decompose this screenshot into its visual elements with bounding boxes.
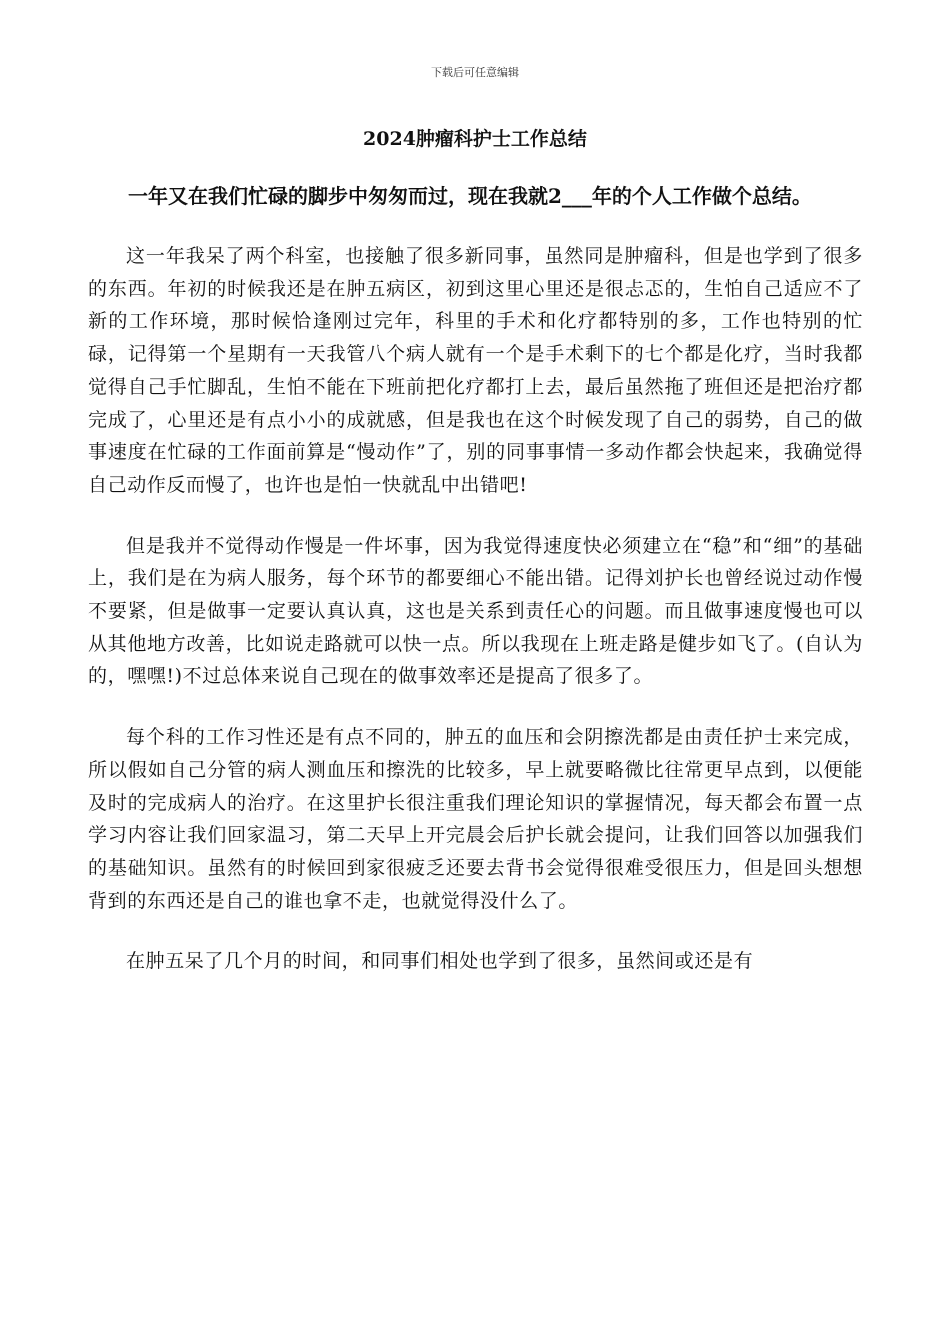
body-paragraph-3: 每个科的工作习性还是有点不同的，肿五的血压和会阴擦洗都是由责任护士来完成，所以假如自己分管的病人测血压和擦洗的比较多，早上就要略微比往常更早点到，以便能及时的完成病人的治疗。在这里护长很注重我们理论知识的掌握情况，每天都会布置一点学习内容让我们回家温习，第二天早上开完晨会后护长就会提问，让我们回答以加强我们的基础知识。虽然有的时候回到家很疲乏还要去背书会觉得很难受很压力，但是回头想想背到的东西还是自己的谁也拿不走，也就觉得没什么了。 <box>88 726 863 912</box>
document-body <box>88 180 863 1006</box>
header-note: 下载后可任意编辑 <box>431 66 519 79</box>
document-title: 2024肿瘤科护士工作总结 <box>363 128 587 150</box>
intro-paragraph: 一年又在我们忙碌的脚步中匆匆而过，现在我就2___年的个人工作做个总结。 <box>128 184 812 208</box>
body-paragraph-4: 在肿五呆了几个月的时间，和同事们相处也学到了很多，虽然间或还是有 <box>126 950 754 973</box>
body-paragraph-1: 这一年我呆了两个科室，也接触了很多新同事，虽然同是肿瘤科，但是也学到了很多的东西。年初的时候我还是在肿五病区，初到这里心里还是很忐忑的，生怕自己适应不了新的工作环境，那时候恰逢刚过完年，科里的手术和化疗都特别的多，工作也特别的忙碌，记得第一个星期有一天我管八个病人就有一个是手术剩下的七个都是化疗，当时我都觉得自己手忙脚乱，生怕不能在下班前把化疗都打上去，最后虽然拖了班但还是把治疗都完成了，心里还是有点小小的成就感，但是我也在这个时候发现了自己的弱势，自己的做事速度在忙碌的工作面前算是“慢动作”了，别的同事事情一多动作都会快起来，我确觉得自己动作反而慢了，也许也是怕一快就乱中出错吧! <box>88 245 863 496</box>
body-paragraph-2: 但是我并不觉得动作慢是一件坏事，因为我觉得速度快必须建立在“稳”和“细”的基础上，我们是在为病人服务，每个环节的都要细心不能出错。记得刘护长也曾经说过动作慢不要紧，但是做事一定要认真认真，这也是关系到责任心的问题。而且做事速度慢也可以从其他地方改善，比如说走路就可以快一点。所以我现在上班走路是健步如飞了。(自认为的，嘿嘿!)不过总体来说自己现在的做事效率还是提高了很多了。 <box>88 534 863 688</box>
